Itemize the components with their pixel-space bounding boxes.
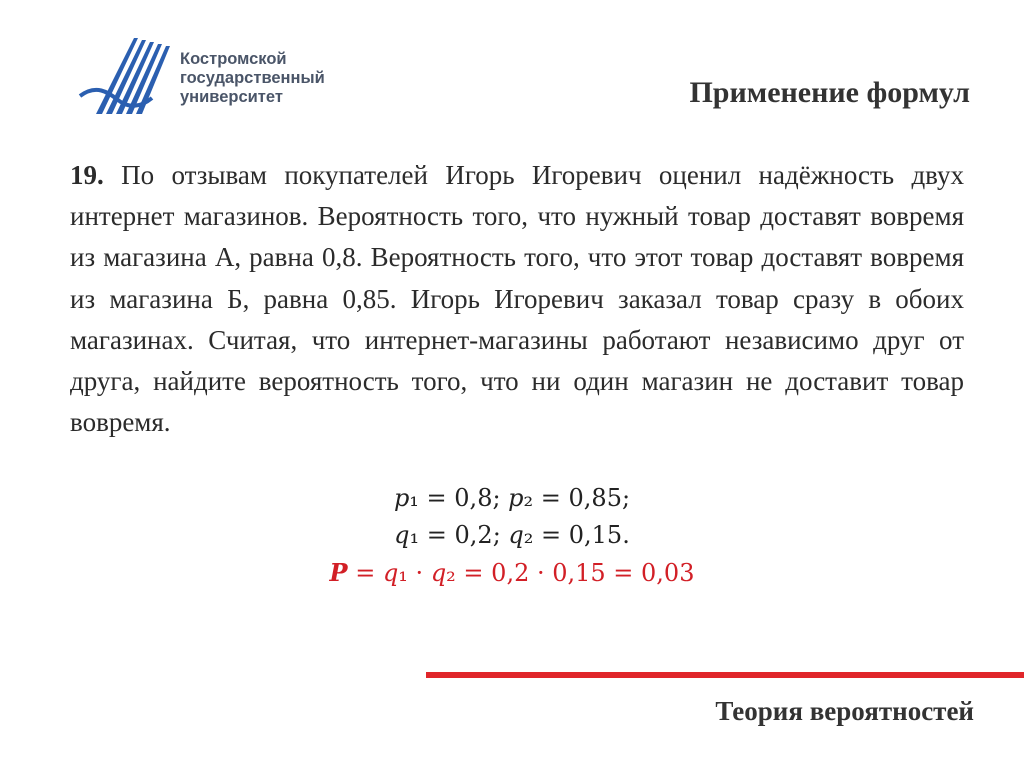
formula-answer-symbol: 𝑷 <box>329 558 348 587</box>
problem-statement <box>70 155 964 443</box>
university-logo-icon <box>78 28 178 118</box>
university-name-line: государственный <box>180 69 325 87</box>
problem-text: По отзывам покупателей Игорь Игоревич оценил надёжность двух интернет магазинов. Вероятность того, что нужный товар доставят вовремя из магазина А, равна 0,8. Вероятность того, что этот товар доставят вовремя из магазина Б, равна 0,85. Игорь Игоревич заказал товар сразу в обоих магазинах. Считая, что интернет-магазины работают независимо друг от друга, найдите вероятность того, что ни один магазин не доставит товар вовремя. <box>70 160 965 438</box>
university-name <box>180 50 325 107</box>
university-name-line: университет <box>180 88 283 106</box>
formula-answer-expression: = 𝑞₁ · 𝑞₂ = 0,2 · 0,15 = 0,03 <box>347 559 695 587</box>
formula-answer <box>0 558 1024 587</box>
formula-given-p: 𝑝₁ = 0,8; 𝑝₂ = 0,85; <box>393 484 631 512</box>
slide-title: Применение формул <box>689 76 970 109</box>
university-name-line: Костромской <box>180 50 287 68</box>
footer-divider <box>426 672 1024 678</box>
footer-label: Теория вероятностей <box>715 696 974 726</box>
formula-given-q: 𝑞₁ = 0,2; 𝑞₂ = 0,15. <box>394 521 630 549</box>
problem-number: 19. <box>70 160 104 190</box>
